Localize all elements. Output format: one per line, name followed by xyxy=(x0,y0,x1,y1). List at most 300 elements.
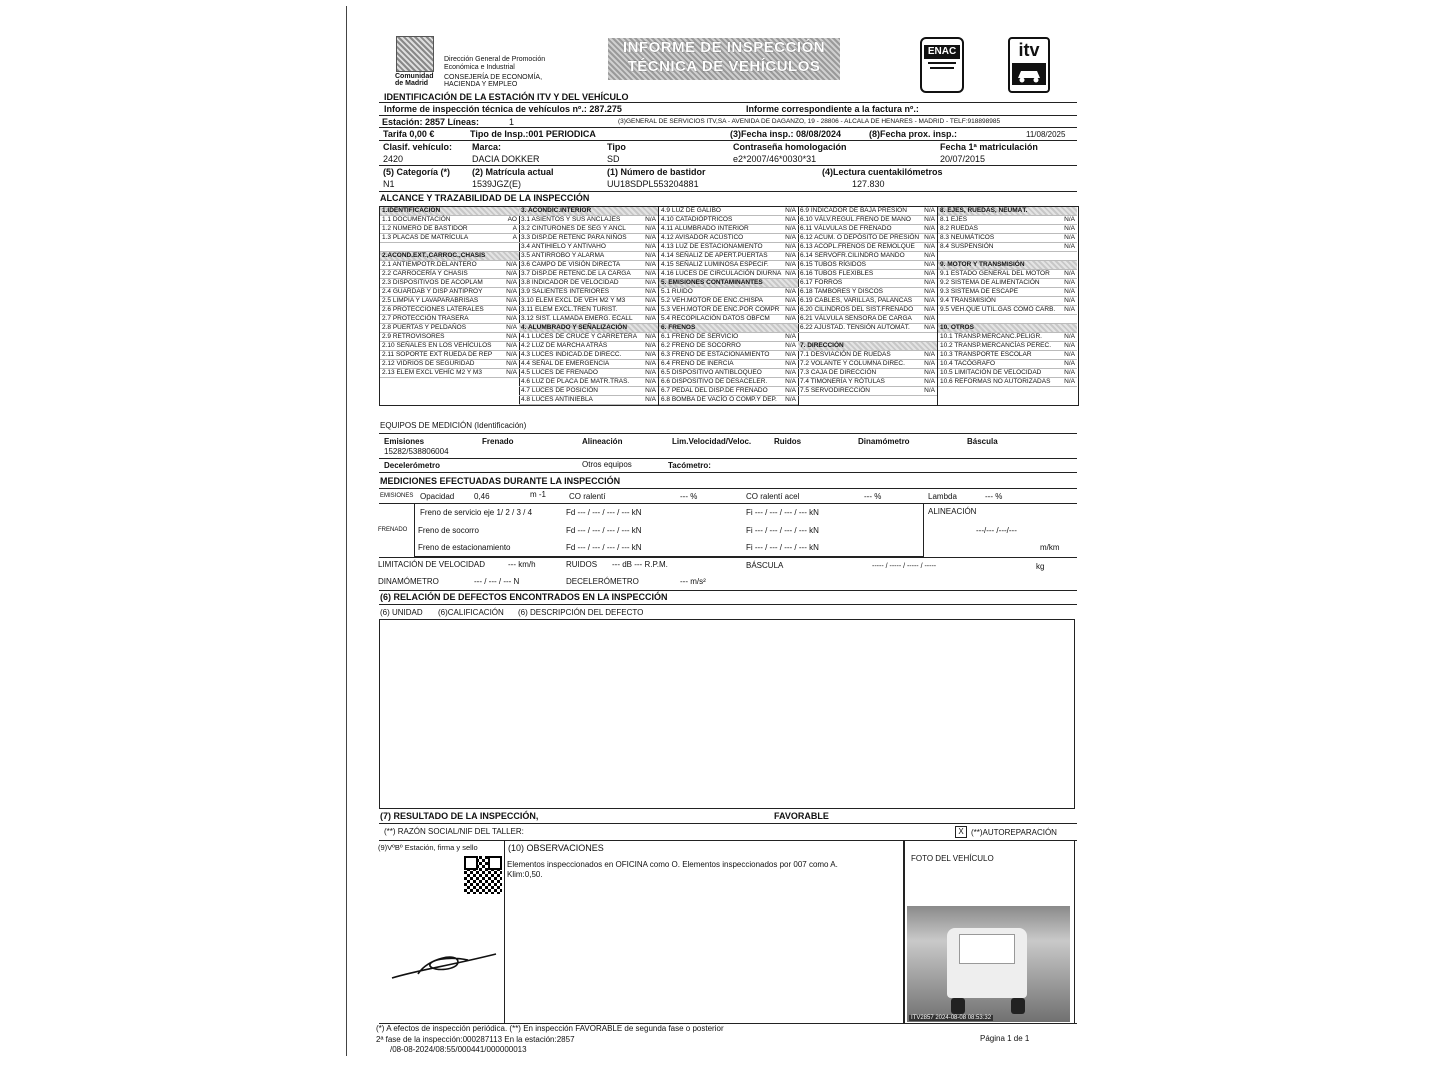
enac-label: ENAC xyxy=(924,45,960,59)
station-address: (3)GENERAL DE SERVICIOS ITV,SA - AVENIDA DE DAGANZO, 19 - 28806 - ALCALA DE HENARES - MADRID - TELF:918898985 xyxy=(618,118,1001,125)
scope-row xyxy=(798,369,937,378)
madrid-logo xyxy=(396,36,434,72)
scope-item-value: N/A xyxy=(924,243,935,250)
scope-item-label: 6.14 SERVOFR.CILINDRO MANDO xyxy=(800,252,905,259)
scope-item-value: N/A xyxy=(506,333,517,340)
scope-row xyxy=(798,306,937,315)
measurements-title: MEDICIONES EFECTUADAS DURANTE LA INSPECCIÓN xyxy=(380,476,621,486)
equip-lim-vel: Lim.Velocidad/Veloc. xyxy=(672,437,752,446)
defects-col-descripcion: (6) DESCRIPCIÓN DEL DEFECTO xyxy=(518,608,644,617)
scope-item-label: 7.4 TIMONERÍA Y RÓTULAS xyxy=(800,378,885,385)
page-number: Página 1 de 1 xyxy=(980,1034,1030,1043)
scope-item-value: N/A xyxy=(1064,306,1075,313)
scope-item-label: 8.4 SUSPENSIÓN xyxy=(940,243,994,250)
scope-row xyxy=(519,369,658,378)
scope-row xyxy=(798,342,937,351)
report-number: Informe de inspección técnica de vehículos nº.: 287.275 xyxy=(384,104,622,114)
scope-row xyxy=(659,396,798,405)
scope-item-label: 3.9 SALIENTES INTERIORES xyxy=(521,288,610,295)
scope-row xyxy=(380,216,519,225)
scope-row xyxy=(659,333,798,342)
scope-row xyxy=(659,252,798,261)
scope-item-label: 9.4 TRANSMISIÓN xyxy=(940,297,996,304)
scope-row xyxy=(798,216,937,225)
scope-item-value: N/A xyxy=(785,396,796,403)
scope-item-label: 5.3 VEH.MOTOR DE ENC.POR COMPR xyxy=(661,306,780,313)
scope-item-label: 4.7 LUCES DE POSICIÓN xyxy=(521,387,598,394)
freno-servicio-fi: Fi --- / --- / --- / --- kN xyxy=(746,508,819,517)
station-label: Estación: 2857 Líneas: xyxy=(382,117,480,127)
dept-line2: HACIENDA Y EMPLEO xyxy=(444,81,518,88)
scope-row xyxy=(519,288,658,297)
scope-item-label: 4.2 LUZ DE MARCHA ATRÁS xyxy=(521,342,608,349)
scope-row xyxy=(798,315,937,324)
taller-label: (**) RAZÓN SOCIAL/NIF DEL TALLER: xyxy=(384,827,524,836)
scope-item-label: 4.11 ALUMBRADO INTERIOR xyxy=(661,225,749,232)
defects-col-unidad: (6) UNIDAD xyxy=(380,608,423,617)
scope-row xyxy=(798,279,937,288)
scope-item-value: N/A xyxy=(506,270,517,277)
scope-row xyxy=(659,360,798,369)
scope-title: ALCANCE Y TRAZABILIDAD DE LA INSPECCIÓN xyxy=(380,193,590,203)
freno-estac-fi: Fi --- / --- / --- / --- kN xyxy=(746,543,819,552)
scope-item-value: N/A xyxy=(785,288,796,295)
scope-item-label: 3.4 ANTIHIELO Y ANTIVAHO xyxy=(521,243,606,250)
scope-row xyxy=(938,261,1077,270)
tipo-value: SD xyxy=(607,154,620,164)
co-ralenti-value: --- % xyxy=(680,492,698,501)
scope-row xyxy=(798,387,937,396)
scope-item-label: 10.1 TRANSP.MERCANC.PELIGR. xyxy=(940,333,1042,340)
scope-item-value: A xyxy=(512,234,517,241)
scope-item-label: 2.11 SOPORTE EXT RUEDA DE REP xyxy=(382,351,493,358)
scope-row xyxy=(798,324,937,333)
scope-column xyxy=(659,207,799,405)
scope-row xyxy=(938,270,1077,279)
scope-item-value: N/A xyxy=(1064,378,1075,385)
scope-row xyxy=(659,306,798,315)
odometer-label: (4)Lectura cuentakilómetros xyxy=(822,167,943,177)
scope-item-value: N/A xyxy=(506,288,517,295)
scope-item-label: 4.10 CATADIÓPTRICOS xyxy=(661,216,733,223)
scope-row xyxy=(938,306,1077,315)
scope-item-label: 4.9 LUZ DE GÁLIBO xyxy=(661,207,721,214)
equip-tacometro: Tacómetro: xyxy=(668,461,711,470)
scope-item-value: N/A xyxy=(645,360,656,367)
scope-row xyxy=(519,225,658,234)
co-acel-value: --- % xyxy=(864,492,882,501)
equip-ruidos: Ruidos xyxy=(774,437,802,446)
scope-column xyxy=(798,207,938,405)
scope-item-label: 6.5 DISPOSITIVO ANTIBLOQUEO xyxy=(661,369,762,376)
scope-item-value: A xyxy=(512,225,517,232)
equip-alineacion: Alineación xyxy=(582,437,623,446)
scope-row xyxy=(519,396,658,405)
scope-row xyxy=(659,387,798,396)
scope-item-label: 6.15 TUBOS RÍGIDOS xyxy=(800,261,866,268)
scope-item-label: 5. EMISIONES CONTAMINANTES xyxy=(661,279,763,286)
equip-frenado: Frenado xyxy=(482,437,514,446)
scope-item-value: N/A xyxy=(506,306,517,313)
autoreparacion-label: (**)AUTOREPARACIÓN xyxy=(971,828,1057,837)
scope-item-label: 9.5 VEH.QUE UTIL.GAS COMO CARB. xyxy=(940,306,1056,313)
scope-row xyxy=(380,279,519,288)
scope-row xyxy=(659,297,798,306)
scope-row xyxy=(519,333,658,342)
scope-row xyxy=(938,297,1077,306)
scope-item-label: 7.3 CAJA DE DIRECCIÓN xyxy=(800,369,877,376)
freno-estac-fd: Fd --- / --- / --- / --- kN xyxy=(566,543,642,552)
observations-line2: Klim:0,50. xyxy=(507,870,543,879)
scope-item-value: N/A xyxy=(506,315,517,322)
scope-column xyxy=(519,207,659,405)
scope-row xyxy=(519,243,658,252)
inspection-type: Tipo de Insp.:001 PERIODICA xyxy=(470,129,596,139)
scope-item-label: 7. DIRECCIÓN xyxy=(800,342,844,349)
scope-item-label: 3.2 CINTURONES DE SEG Y ANCL xyxy=(521,225,626,232)
scope-row xyxy=(519,360,658,369)
scope-item-value: N/A xyxy=(1064,288,1075,295)
scope-item-label: 3.8 INDICADOR DE VELOCIDAD xyxy=(521,279,619,286)
scope-row xyxy=(798,360,937,369)
footer-line2: 2ª fase de la inspección:000287113 En la estación:2857 xyxy=(376,1035,575,1044)
scope-item-label: 9.2 SISTEMA DE ALIMENTACIÓN xyxy=(940,279,1040,286)
scope-item-label: 2.13 ELEM EXCL VEHÍC M2 Y M3 xyxy=(382,369,482,376)
scope-item-label: 2.8 PUERTAS Y PELDAÑOS xyxy=(382,324,467,331)
scope-item-value: N/A xyxy=(785,216,796,223)
result-label: (7) RESULTADO DE LA INSPECCIÓN, xyxy=(380,811,539,821)
scope-item-value: N/A xyxy=(645,333,656,340)
scope-item-value: N/A xyxy=(785,378,796,385)
scope-item-label: 6. FRENOS xyxy=(661,324,696,331)
scope-item-label: 4.1 LUCES DE CRUCE Y CARRETERA xyxy=(521,333,638,340)
scope-row xyxy=(938,252,1077,261)
scope-item-value: N/A xyxy=(924,252,935,259)
scope-item-label: 2.ACOND.EXT.,CARROC.,CHASIS xyxy=(382,252,486,259)
scope-item-value: N/A xyxy=(1064,234,1075,241)
dinamometro-label: DINAMÓMETRO xyxy=(378,577,439,586)
scope-item-value: N/A xyxy=(785,333,796,340)
vin-value: UU18SDPL553204881 xyxy=(607,179,699,189)
bascula-value: ----- / ----- / ----- / ----- xyxy=(872,563,937,570)
scope-row xyxy=(519,297,658,306)
scope-item-label: 2.12 VIDRIOS DE SEGURIDAD xyxy=(382,360,475,367)
scope-item-value: N/A xyxy=(506,342,517,349)
scope-item-label: 10. OTROS xyxy=(940,324,974,331)
itv-label: itv xyxy=(1018,40,1040,60)
page-margin-line xyxy=(346,6,347,1056)
agency-line1: Dirección General de Promoción xyxy=(444,56,546,63)
scope-row xyxy=(798,243,937,252)
scope-item-value: N/A xyxy=(785,369,796,376)
homologation-value: e2*2007/46*0030*31 xyxy=(733,154,817,164)
scope-item-label: 1.3 PLACAS DE MATRÍCULA xyxy=(382,234,469,241)
scope-row xyxy=(380,324,519,333)
scope-row xyxy=(798,333,937,342)
scope-row xyxy=(519,279,658,288)
agency-line2: Económica e Industrial xyxy=(444,64,515,71)
scope-item-value: N/A xyxy=(645,369,656,376)
marca-value: DACIA DOKKER xyxy=(472,154,540,164)
observations-line1: Elementos inspeccionados en OFICINA como O. Elementos inspeccionados por 007 como A. xyxy=(507,860,838,869)
scope-row xyxy=(519,378,658,387)
scope-row xyxy=(938,288,1077,297)
category-value: N1 xyxy=(383,179,395,189)
scope-item-value: N/A xyxy=(785,297,796,304)
itv-logo xyxy=(1008,37,1050,93)
scope-item-value: N/A xyxy=(1064,360,1075,367)
category-label: (5) Categoría (*) xyxy=(383,167,451,177)
emisiones-tag: EMISIONES xyxy=(380,493,414,499)
scope-item-value: N/A xyxy=(645,306,656,313)
scope-item-label: 4.16 LUCES DE CIRCULACIÓN DIURNA xyxy=(661,270,782,277)
equipment-title: EQUIPOS DE MEDICIÓN (Identificación) xyxy=(380,421,527,430)
plate-label: (2) Matrícula actual xyxy=(472,167,554,177)
scope-item-label: 2.4 GUARDAB Y DISP ANTIPROY xyxy=(382,288,483,295)
scope-item-label: 2.1 ANTIEMPOTR.DELANTERO xyxy=(382,261,477,268)
scope-item-label: 6.2 FRENO DE SOCORRO xyxy=(661,342,741,349)
scope-item-label: 6.8 BOMBA DE VACÍO O COMP.Y DEP. xyxy=(661,396,777,403)
co-ralenti-label: CO ralentí xyxy=(569,492,606,501)
scope-item-label: 8. EJES, RUEDAS, NEUMÁT. xyxy=(940,207,1028,214)
scope-item-label: 7.1 DESVIACIÓN DE RUEDAS xyxy=(800,351,891,358)
next-inspection-date: 11/08/2025 xyxy=(1026,130,1066,139)
scope-item-value: N/A xyxy=(1064,279,1075,286)
decelerometro-value: --- m/s² xyxy=(680,577,706,586)
autoreparacion-checkbox[interactable] xyxy=(955,826,967,838)
marca-label: Marca: xyxy=(472,142,502,152)
scope-row xyxy=(659,225,798,234)
freno-socorro-label: Freno de socorro xyxy=(418,526,479,535)
alineacion-unit: m/km xyxy=(1040,543,1060,552)
scope-item-label: 8.3 NEUMÁTICOS xyxy=(940,234,995,241)
lines-value: 1 xyxy=(509,117,515,127)
scope-item-label: 2.6 PROTECCIONES LATERALES xyxy=(382,306,484,313)
scope-item-value: N/A xyxy=(506,261,517,268)
document-title xyxy=(608,38,840,80)
scope-row xyxy=(659,207,798,216)
next-inspection-label: (8)Fecha prox. insp.: xyxy=(869,129,958,139)
scope-row xyxy=(659,369,798,378)
scope-item-value: N/A xyxy=(924,315,935,322)
scope-row xyxy=(519,216,658,225)
scope-row xyxy=(380,333,519,342)
scope-item-value: N/A xyxy=(785,306,796,313)
station-section-title: IDENTIFICACIÓN DE LA ESTACIÓN ITV Y DEL VEHÍCULO xyxy=(384,92,629,102)
scope-item-value: N/A xyxy=(506,351,517,358)
region-line1: Comunidad xyxy=(395,73,434,80)
vin-label: (1) Número de bastidor xyxy=(607,167,706,177)
scope-item-label: 3.1 ASIENTOS Y SUS ANCLAJES xyxy=(521,216,621,223)
scope-item-label: 3. ACONDIC.INTERIOR xyxy=(521,207,592,214)
scope-item-value: N/A xyxy=(785,387,796,394)
scope-item-value: N/A xyxy=(645,243,656,250)
bascula-unit: kg xyxy=(1036,562,1045,571)
scope-item-value: N/A xyxy=(645,252,656,259)
scope-item-value: N/A xyxy=(785,225,796,232)
scope-row xyxy=(659,234,798,243)
scope-row xyxy=(938,378,1077,387)
scope-row xyxy=(938,225,1077,234)
scope-item-label: 3.3 DISP.DE RETENC PARA NIÑOS xyxy=(521,234,627,241)
scope-item-label: 4.13 LUZ DE ESTACIONAMIENTO xyxy=(661,243,763,250)
scope-item-label: 6.6 DISPOSITIVO DE DESACELER. xyxy=(661,378,768,385)
scope-item-label: 2.2 CARROCERÍA Y CHASIS xyxy=(382,270,468,277)
title-line2: TÉCNICA DE VEHÍCULOS xyxy=(627,58,821,75)
dinamometro-value: --- / --- / --- N xyxy=(474,577,520,586)
scope-item-label: 6.18 TAMBORES Y DISCOS xyxy=(800,288,883,295)
scope-row xyxy=(659,243,798,252)
scope-item-value: N/A xyxy=(924,288,935,295)
scope-item-label: 8.2 RUEDAS xyxy=(940,225,978,232)
equip-otros: Otros equipos xyxy=(582,460,632,469)
scope-item-value: N/A xyxy=(785,243,796,250)
scope-item-label: 6.7 PEDAL DEL DISP.DE FRENADO xyxy=(661,387,768,394)
scope-item-value: N/A xyxy=(785,234,796,241)
scope-item-value: N/A xyxy=(645,261,656,268)
signature xyxy=(388,948,504,984)
tarifa: Tarifa 0,00 € xyxy=(383,129,435,139)
scope-row xyxy=(380,288,519,297)
scope-item-value: N/A xyxy=(506,324,517,331)
scope-row xyxy=(659,270,798,279)
enac-logo xyxy=(920,37,964,93)
scope-item-value: N/A xyxy=(645,396,656,403)
scope-item-label: 6.22 AJUSTAD. TENSIÓN AUTOMÁT. xyxy=(800,324,910,331)
alineacion-value: ---/--- /---/--- xyxy=(976,526,1017,535)
scope-row xyxy=(519,351,658,360)
scope-item-label: 10.3 TRANSPORTE ESCOLAR xyxy=(940,351,1032,358)
scope-item-value: N/A xyxy=(1064,351,1075,358)
scope-item-value: N/A xyxy=(506,279,517,286)
invoice-label: Informe correspondiente a la factura nº.: xyxy=(746,104,919,114)
scope-item-value: N/A xyxy=(1064,333,1075,340)
inspection-date: (3)Fecha insp.: 08/08/2024 xyxy=(730,129,842,139)
scope-item-label: 6.16 TUBOS FLEXIBLES xyxy=(800,270,874,277)
scope-row xyxy=(519,261,658,270)
scope-item-value: N/A xyxy=(785,315,796,322)
scope-item-value: N/A xyxy=(1064,225,1075,232)
scope-row xyxy=(798,351,937,360)
lim-vel-label: LIMITACIÓN DE VELOCIDAD xyxy=(378,560,485,569)
scope-row xyxy=(938,351,1077,360)
scope-row xyxy=(938,342,1077,351)
equip-dinamometro: Dinamómetro xyxy=(858,437,910,446)
scope-item-value: N/A xyxy=(924,297,935,304)
scope-item-label: 9.1 ESTADO GENERAL DEL MOTOR xyxy=(940,270,1050,277)
scope-item-label: 3.5 ANTIRROBO Y ALARMA xyxy=(521,252,605,259)
scope-row xyxy=(798,225,937,234)
scope-item-value: N/A xyxy=(1064,369,1075,376)
scope-row xyxy=(938,243,1077,252)
scope-row xyxy=(380,360,519,369)
scope-item-label: 6.4 FRENO DE INERCIA xyxy=(661,360,734,367)
scope-item-label: 10.5 LIMITACIÓN DE VELOCIDAD xyxy=(940,369,1042,376)
scope-item-value: N/A xyxy=(645,288,656,295)
region-line2: de Madrid xyxy=(395,80,429,87)
scope-item-value: N/A xyxy=(645,225,656,232)
scope-item-label: 5.1 RUIDO xyxy=(661,288,693,295)
autoreparacion-check-mark: X xyxy=(958,827,964,836)
freno-socorro-fd: Fd --- / --- / --- / --- kN xyxy=(566,526,642,535)
scope-item-label: 9. MOTOR Y TRANSMISIÓN xyxy=(940,261,1025,268)
lambda-label: Lambda xyxy=(928,492,957,501)
defects-title: (6) RELACIÓN DE DEFECTOS ENCONTRADOS EN LA INSPECCIÓN xyxy=(380,592,668,602)
scope-row xyxy=(938,279,1077,288)
equip-emisiones-label: Emisiones xyxy=(384,437,425,446)
scope-item-label: 9.3 SISTEMA DE ESCAPE xyxy=(940,288,1019,295)
scope-row xyxy=(380,342,519,351)
scope-row xyxy=(519,306,658,315)
scope-item-label: 6.9 INDICADOR DE BAJA PRESIÓN xyxy=(800,207,907,214)
scope-item-value: N/A xyxy=(645,297,656,304)
scope-row xyxy=(798,252,937,261)
clasif-value: 2420 xyxy=(383,154,404,164)
scope-row xyxy=(380,297,519,306)
scope-item-label: 1.IDENTIFICACIÓN xyxy=(382,207,441,214)
scope-row xyxy=(380,243,519,252)
scope-item-label: 5.4 RECOPILACIÓN DATOS OBFCM xyxy=(661,315,770,322)
scope-item-value: N/A xyxy=(785,270,796,277)
scope-item-value: N/A xyxy=(785,360,796,367)
scope-item-label: 2.9 RETROVISORES xyxy=(382,333,445,340)
scope-row xyxy=(519,315,658,324)
scope-item-label: 1.1 DOCUMENTACIÓN xyxy=(382,216,451,223)
lim-vel-value: --- km/h xyxy=(508,560,536,569)
scope-item-value: N/A xyxy=(924,351,935,358)
scope-item-value: N/A xyxy=(645,216,656,223)
opacidad-label: Opacidad xyxy=(420,492,455,501)
scope-row xyxy=(519,270,658,279)
scope-row xyxy=(938,369,1077,378)
scope-row xyxy=(380,315,519,324)
scope-item-label: 7.5 SERVODIRECCIÓN xyxy=(800,387,870,394)
scope-row xyxy=(519,342,658,351)
opacidad-unit: m -1 xyxy=(530,490,546,499)
defects-area xyxy=(379,619,1075,809)
scope-row xyxy=(519,207,658,216)
scope-item-label: 3.6 CAMPO DE VISIÓN DIRECTA xyxy=(521,261,621,268)
scope-item-label: 6.1 FRENO DE SERVICIO xyxy=(661,333,739,340)
scope-item-value: N/A xyxy=(1064,216,1075,223)
first-registration-label: Fecha 1ª matriculación xyxy=(940,142,1038,152)
scope-item-label: 1.2 NÚMERO DE BASTIDOR xyxy=(382,225,468,232)
opacidad-value: 0,46 xyxy=(474,492,490,501)
freno-servicio-fd: Fd --- / --- / --- / --- kN xyxy=(566,508,642,517)
title-line1: INFORME DE INSPECCIÓN xyxy=(622,39,826,56)
scope-item-value: N/A xyxy=(924,225,935,232)
scope-item-label: 4.5 LUCES DE FRENADO xyxy=(521,369,598,376)
scope-item-value: N/A xyxy=(924,360,935,367)
frenado-tag: FRENADO xyxy=(378,527,408,533)
equip-bascula: Báscula xyxy=(967,437,998,446)
scope-row xyxy=(519,324,658,333)
photo-caption: ITV2857 2024-08-08 08:53:32 xyxy=(911,1015,992,1021)
scope-row xyxy=(938,207,1077,216)
scope-row xyxy=(938,333,1077,342)
scope-item-label: 6.19 CABLES, VARILLAS, PALANCAS xyxy=(800,297,913,304)
scope-row xyxy=(380,225,519,234)
scope-item-label: 6.3 FRENO DE ESTACIONAMIENTO xyxy=(661,351,770,358)
bascula-label: BÁSCULA xyxy=(746,561,784,570)
freno-socorro-fi: Fi --- / --- / --- / --- kN xyxy=(746,526,819,535)
lambda-value: --- % xyxy=(985,492,1003,501)
scope-item-value: N/A xyxy=(924,324,935,331)
scope-item-label: 8.1 EJES xyxy=(940,216,968,223)
scope-item-value: N/A xyxy=(924,369,935,376)
scope-column xyxy=(380,207,520,405)
scope-item-value: N/A xyxy=(645,387,656,394)
